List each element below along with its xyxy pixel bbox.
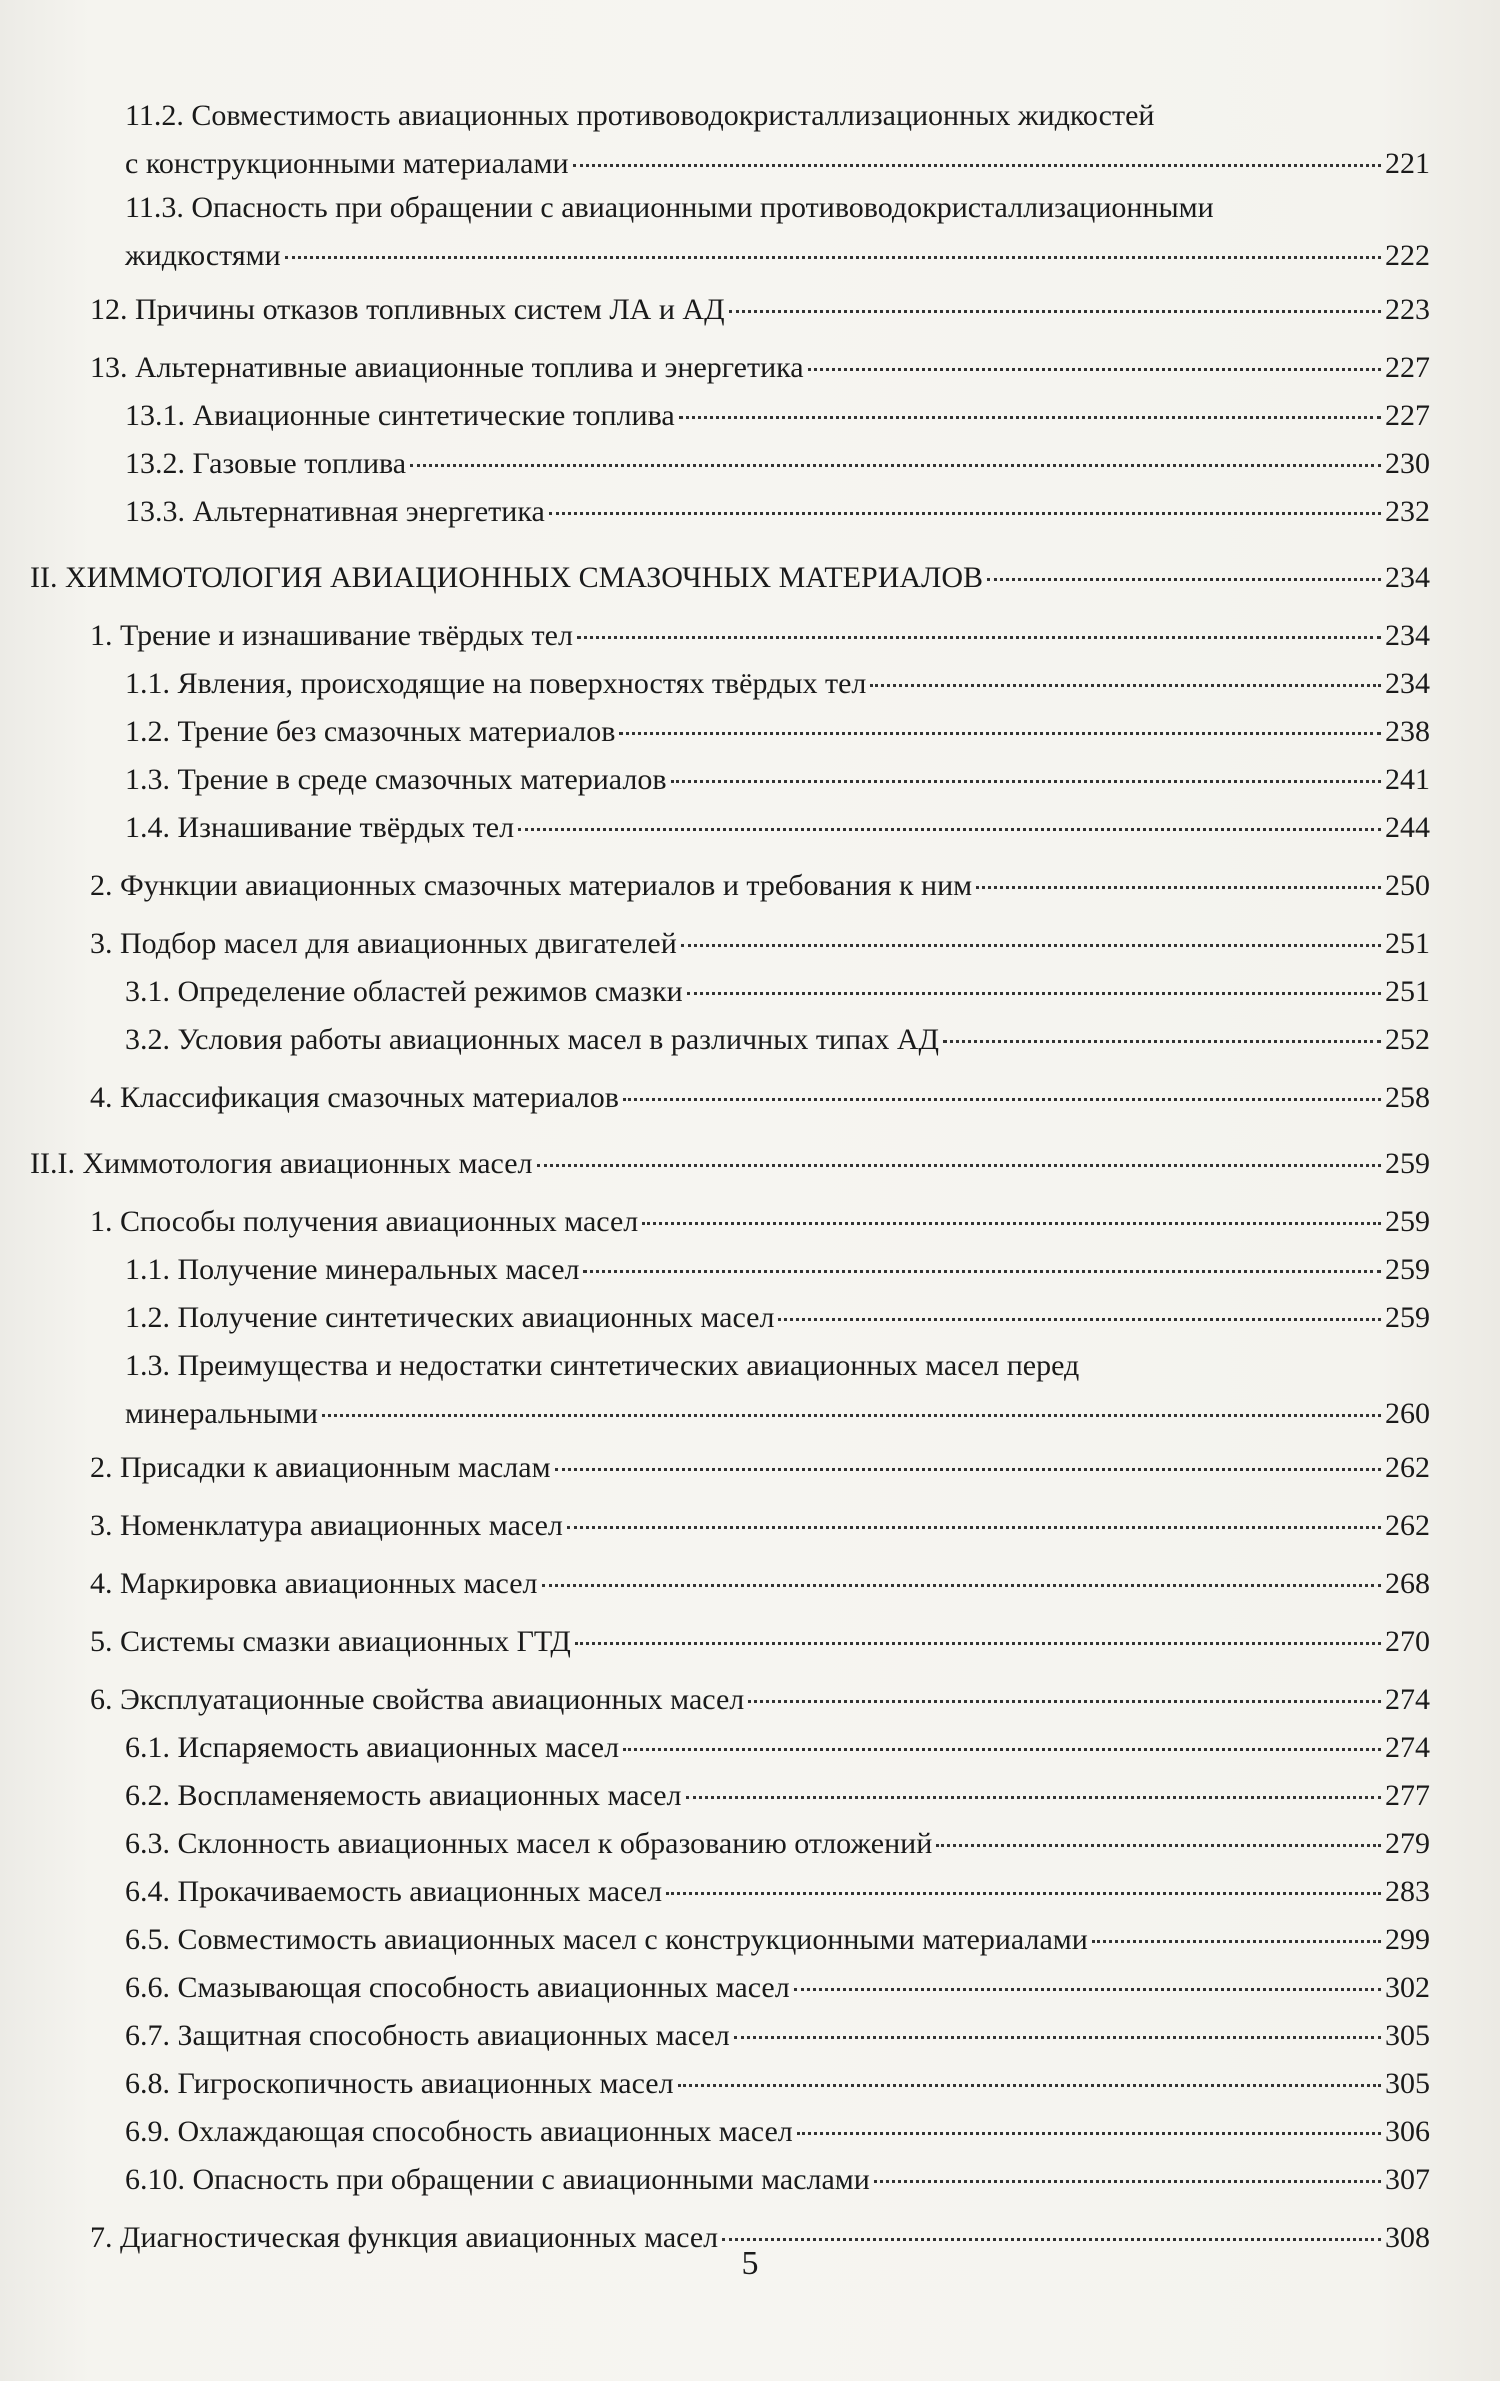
toc-entry-title: 1.2. Получение синтетических авиационных масел (125, 1301, 775, 1334)
toc-entry-page: 259 (1385, 1205, 1430, 1238)
toc-entry (30, 1346, 1430, 1438)
toc-entry (30, 1250, 1430, 1298)
dot-leader (573, 163, 1381, 167)
toc-entry (30, 712, 1430, 760)
toc-entry-page: 305 (1385, 2019, 1430, 2052)
dot-leader (678, 2083, 1381, 2087)
dot-leader (575, 1641, 1381, 1645)
dot-leader (681, 943, 1381, 947)
toc-entry-title: 6.4. Прокачиваемость авиационных масел (125, 1875, 663, 1908)
toc-entry-title: 5. Системы смазки авиационных ГТД (90, 1625, 571, 1658)
dot-leader (722, 2237, 1381, 2241)
toc-entry-page: 251 (1385, 975, 1430, 1008)
toc-entry (30, 808, 1430, 856)
dot-leader (537, 1163, 1382, 1167)
toc-entry-page: 234 (1385, 667, 1430, 700)
dot-leader (567, 1525, 1381, 1529)
toc-entry-title-line1: 11.3. Опасность при обращении с авиационными противоводокристаллизационными (125, 191, 1214, 224)
toc-entry-page: 230 (1385, 447, 1430, 480)
toc-entry-title: 1.4. Изнашивание твёрдых тел (125, 811, 515, 844)
dot-leader (778, 1317, 1381, 1321)
toc-entry-title: 4. Классификация смазочных материалов (90, 1081, 619, 1114)
toc-entry-title-line1: 1.3. Преимущества и недостатки синтетических авиационных масел перед (125, 1349, 1080, 1382)
toc-entry-page: 279 (1385, 1827, 1430, 1860)
toc-entry (30, 924, 1430, 972)
toc-entry (30, 1968, 1430, 2016)
dot-leader (410, 463, 1381, 467)
toc-entry-page: 258 (1385, 1081, 1430, 1114)
dot-leader (870, 683, 1381, 687)
toc-entry-title: 1.2. Трение без смазочных материалов (125, 715, 616, 748)
dot-leader (987, 577, 1381, 581)
toc-entry-title: 13.3. Альтернативная энергетика (125, 495, 545, 528)
dot-leader (555, 1467, 1381, 1471)
toc-entry-page: 308 (1385, 2221, 1430, 2254)
dot-leader (808, 367, 1381, 371)
dot-leader (542, 1583, 1381, 1587)
toc-entry (30, 348, 1430, 396)
toc-entry-page: 259 (1385, 1253, 1430, 1286)
toc-entry-title: 6.7. Защитная способность авиационных масел (125, 2019, 730, 2052)
toc-entry-title: 6.6. Смазывающая способность авиационных масел (125, 1971, 790, 2004)
dot-leader (976, 885, 1381, 889)
toc-entry-page: 221 (1385, 147, 1430, 180)
toc-entry (30, 558, 1430, 606)
toc-entry (30, 1564, 1430, 1612)
toc-entry (30, 1824, 1430, 1872)
dot-leader (623, 1747, 1381, 1751)
toc-entry-page: 251 (1385, 927, 1430, 960)
toc-entry-title: жидкостями (125, 239, 281, 272)
dot-leader (642, 1221, 1381, 1225)
dot-leader (577, 635, 1381, 639)
dot-leader (679, 415, 1381, 419)
toc-entry-title: 2. Присадки к авиационным маслам (90, 1451, 551, 1484)
toc-entry-title: 3.1. Определение областей режимов смазки (125, 975, 683, 1008)
toc-entry-title: 6.1. Испаряемость авиационных масел (125, 1731, 620, 1764)
dot-leader (619, 731, 1381, 735)
toc-entry-title: 6.5. Совместимость авиационных масел с конструкционными материалами (125, 1923, 1088, 1956)
toc-entry (30, 866, 1430, 914)
dot-leader (549, 511, 1381, 515)
toc-entry-title: 13. Альтернативные авиационные топлива и энергетика (90, 351, 804, 384)
toc-entry-title: 3. Номенклатура авиационных масел (90, 1509, 563, 1542)
toc-entry (30, 1622, 1430, 1670)
toc-entry (30, 2064, 1430, 2112)
toc-entry-title: 13.1. Авиационные синтетические топлива (125, 399, 675, 432)
toc-entry-page: 299 (1385, 1923, 1430, 1956)
dot-leader (797, 2131, 1381, 2135)
toc-entry (30, 1680, 1430, 1728)
toc-entry-page: 223 (1385, 293, 1430, 326)
toc-entry-page: 250 (1385, 869, 1430, 902)
toc-entry-page: 259 (1385, 1147, 1430, 1180)
toc-entry-page: 222 (1385, 239, 1430, 272)
toc-entry (30, 1078, 1430, 1126)
toc-entry (30, 664, 1430, 712)
toc-entry (30, 1144, 1430, 1192)
toc-entry-title: II.I. Химмотология авиационных масел (30, 1147, 533, 1180)
table-of-contents (30, 96, 1430, 2266)
toc-entry (30, 1298, 1430, 1346)
dot-leader (748, 1699, 1381, 1703)
toc-entry-page: 232 (1385, 495, 1430, 528)
toc-entry-title: 12. Причины отказов топливных систем ЛА и АД (90, 293, 725, 326)
toc-entry-title: 13.2. Газовые топлива (125, 447, 407, 480)
toc-entry-page: 227 (1385, 399, 1430, 432)
toc-entry-title: 1. Трение и изнашивание твёрдых тел (90, 619, 573, 652)
toc-entry-title: 6.2. Воспламеняемость авиационных масел (125, 1779, 682, 1812)
toc-entry-page: 305 (1385, 2067, 1430, 2100)
toc-entry (30, 290, 1430, 338)
toc-entry-page: 277 (1385, 1779, 1430, 1812)
toc-entry (30, 1776, 1430, 1824)
toc-entry (30, 1448, 1430, 1496)
toc-entry-page: 262 (1385, 1451, 1430, 1484)
toc-entry (30, 2016, 1430, 2064)
toc-entry (30, 1872, 1430, 1920)
dot-leader (943, 1039, 1381, 1043)
dot-leader (874, 2179, 1381, 2183)
toc-entry-page: 306 (1385, 2115, 1430, 2148)
toc-entry-page: 270 (1385, 1625, 1430, 1658)
toc-entry (30, 1728, 1430, 1776)
dot-leader (936, 1843, 1381, 1847)
dot-leader (666, 1891, 1381, 1895)
toc-entry (30, 1506, 1430, 1554)
dot-leader (687, 991, 1381, 995)
toc-entry-title: 6.9. Охлаждающая способность авиационных масел (125, 2115, 793, 2148)
toc-entry (30, 492, 1430, 540)
toc-entry-title: 1. Способы получения авиационных масел (90, 1205, 639, 1238)
toc-entry-title: 6. Эксплуатационные свойства авиационных масел (90, 1683, 745, 1716)
dot-leader (671, 779, 1381, 783)
toc-entry (30, 444, 1430, 492)
toc-entry-title: с конструкционными материалами (125, 147, 569, 180)
dot-leader (583, 1269, 1381, 1273)
toc-entry-title: 2. Функции авиационных смазочных материалов и требования к ним (90, 869, 973, 902)
toc-entry (30, 188, 1430, 280)
dot-leader (734, 2035, 1381, 2039)
toc-entry (30, 396, 1430, 444)
toc-entry-page: 244 (1385, 811, 1430, 844)
toc-entry-title: минеральными (125, 1397, 318, 1430)
toc-entry-title: 3.2. Условия работы авиационных масел в различных типах АД (125, 1023, 939, 1056)
dot-leader (623, 1097, 1381, 1101)
toc-entry-title: 3. Подбор масел для авиационных двигателей (90, 927, 677, 960)
toc-entry-page: 241 (1385, 763, 1430, 796)
toc-entry (30, 1202, 1430, 1250)
toc-entry-title: 4. Маркировка авиационных масел (90, 1567, 538, 1600)
toc-entry-page: 227 (1385, 351, 1430, 384)
toc-entry (30, 2160, 1430, 2208)
dot-leader (729, 309, 1381, 313)
toc-entry (30, 616, 1430, 664)
toc-entry-page: 262 (1385, 1509, 1430, 1542)
toc-entry-page: 260 (1385, 1397, 1430, 1430)
dot-leader (686, 1795, 1381, 1799)
toc-entry-page: 283 (1385, 1875, 1430, 1908)
toc-entry-page: 268 (1385, 1567, 1430, 1600)
toc-entry-title: II. ХИММОТОЛОГИЯ АВИАЦИОННЫХ СМАЗОЧНЫХ МАТЕРИАЛОВ (30, 561, 984, 594)
toc-entry-page: 302 (1385, 1971, 1430, 2004)
page-number: 5 (741, 2245, 759, 2282)
toc-entry-title: 6.8. Гигроскопичность авиационных масел (125, 2067, 674, 2100)
dot-leader (285, 255, 1381, 259)
toc-entry-page: 274 (1385, 1731, 1430, 1764)
toc-entry-page: 234 (1385, 619, 1430, 652)
toc-entry-page: 252 (1385, 1023, 1430, 1056)
toc-entry (30, 760, 1430, 808)
toc-entry-page: 234 (1385, 561, 1430, 594)
toc-entry-page: 238 (1385, 715, 1430, 748)
toc-entry (30, 2112, 1430, 2160)
toc-entry (30, 1020, 1430, 1068)
toc-entry-title: 1.1. Явления, происходящие на поверхностях твёрдых тел (125, 667, 867, 700)
toc-entry-title: 6.10. Опасность при обращении с авиационными маслами (125, 2163, 870, 2196)
toc-entry-title: 1.1. Получение минеральных масел (125, 1253, 580, 1286)
toc-entry-title: 1.3. Трение в среде смазочных материалов (125, 763, 667, 796)
toc-entry (30, 972, 1430, 1020)
toc-entry-title: 6.3. Склонность авиационных масел к образованию отложений (125, 1827, 933, 1860)
toc-entry-title-line1: 11.2. Совместимость авиационных противоводокристаллизационных жидкостей (125, 99, 1155, 132)
dot-leader (794, 1987, 1381, 1991)
toc-entry-title: 7. Диагностическая функция авиационных масел (90, 2221, 719, 2254)
dot-leader (322, 1413, 1381, 1417)
toc-entry-page: 274 (1385, 1683, 1430, 1716)
toc-entry-page: 259 (1385, 1301, 1430, 1334)
toc-entry-page: 307 (1385, 2163, 1430, 2196)
dot-leader (518, 827, 1381, 831)
toc-entry (30, 1920, 1430, 1968)
dot-leader (1092, 1939, 1381, 1943)
toc-entry (30, 96, 1430, 188)
